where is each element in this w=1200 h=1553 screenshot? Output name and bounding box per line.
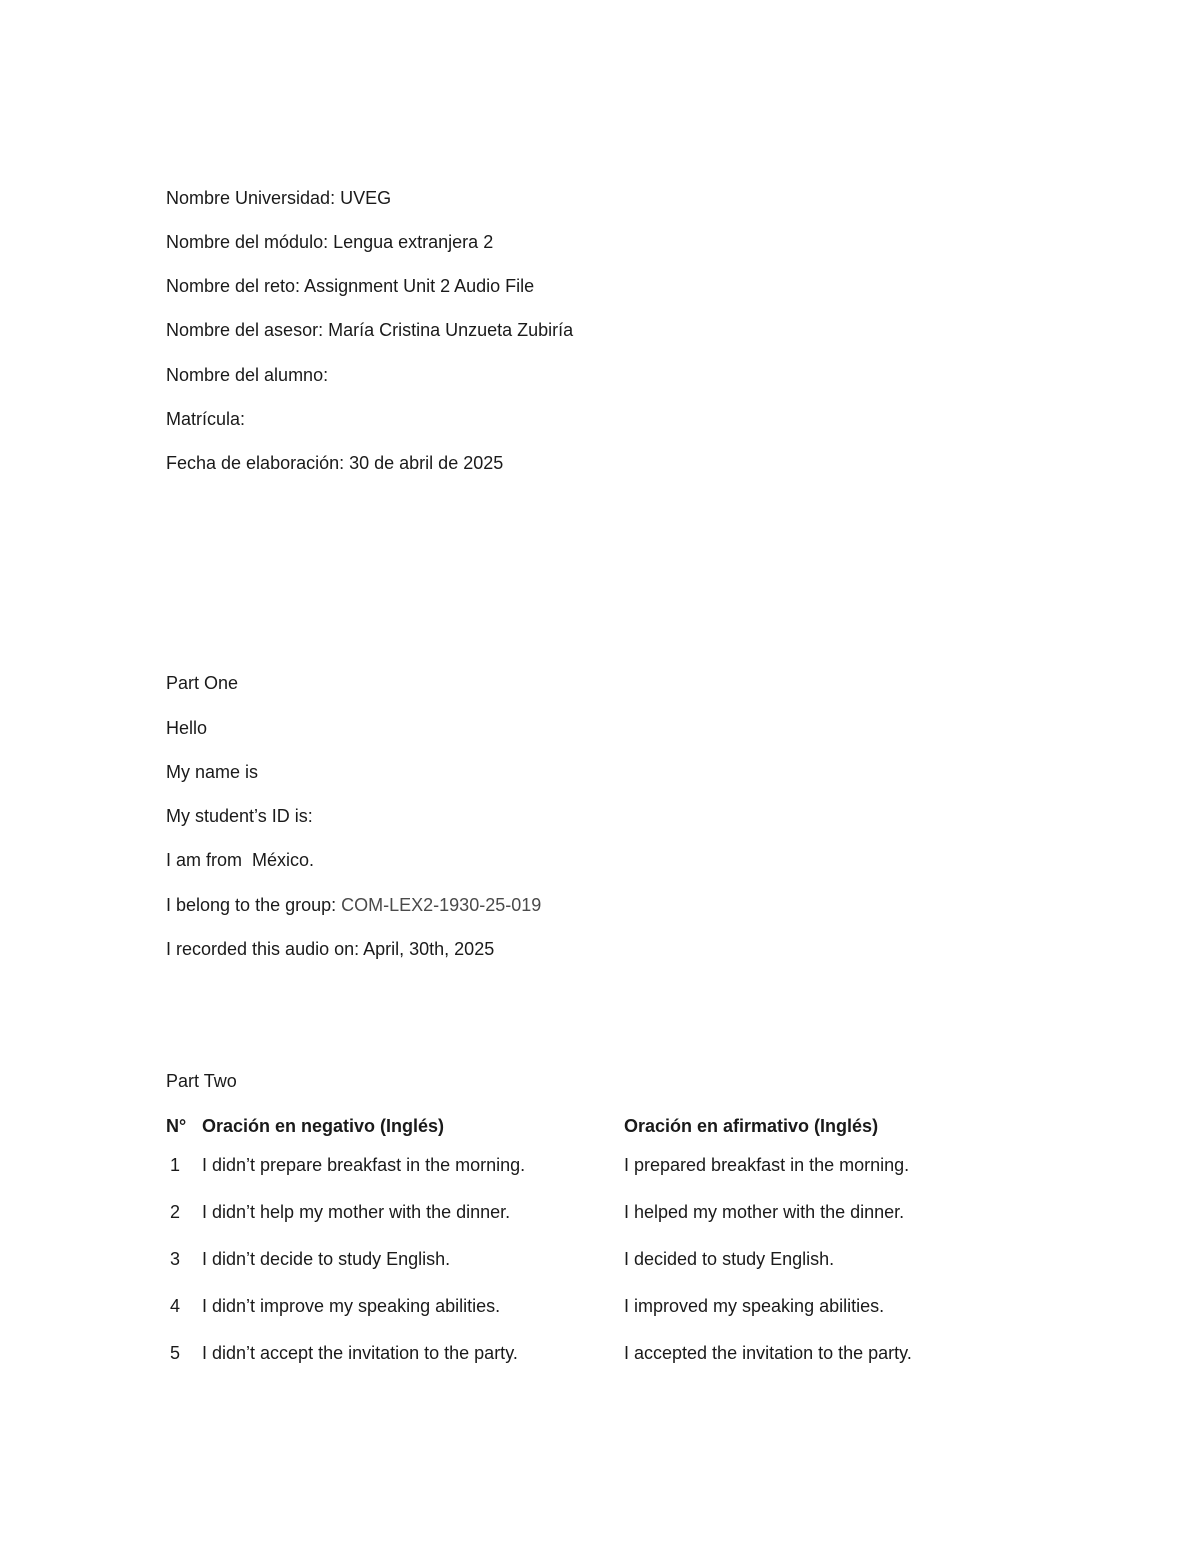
table-row [166,1330,966,1377]
university-line: Nombre Universidad: UVEG [166,188,392,208]
header-affirmative: Oración en afirmativo (Inglés) [624,1115,879,1136]
table-row [166,1189,966,1236]
student-id-line: My student’s ID is: [166,806,313,826]
part-one-title: Part One [166,673,239,693]
student-line: Nombre del alumno: [166,365,329,385]
header-number: N° [166,1115,187,1136]
row-number: 1 [170,1155,181,1175]
row-number: 3 [170,1249,181,1269]
date-line: Fecha de elaboración: 30 de abril de 2025 [166,453,504,473]
header-negative: Oración en negativo (Inglés) [202,1115,445,1136]
row-number: 5 [170,1343,181,1363]
affirmative-sentence: I accepted the invitation to the party. [624,1343,912,1363]
recorded-line: I recorded this audio on: April, 30th, 2025 [166,939,495,959]
challenge-line: Nombre del reto: Assignment Unit 2 Audio File [166,276,535,296]
affirmative-sentence: I prepared breakfast in the morning. [624,1155,910,1175]
name-line: My name is [166,762,259,782]
group-label: I belong to the group: [166,895,342,915]
group-code: COM-LEX2-1930-25-019 [341,895,542,915]
negative-sentence: I didn’t prepare breakfast in the morning. [202,1155,526,1175]
negative-sentence: I didn’t improve my speaking abilities. [202,1296,501,1316]
negative-sentence: I didn’t help my mother with the dinner. [202,1202,511,1222]
negative-sentence: I didn’t decide to study English. [202,1249,451,1269]
table-row [166,1283,966,1330]
group-line [166,894,541,916]
affirmative-sentence: I decided to study English. [624,1249,835,1269]
module-line: Nombre del módulo: Lengua extranjera 2 [166,232,494,252]
affirmative-sentence: I improved my speaking abilities. [624,1296,885,1316]
table-row [166,1142,966,1189]
enrollment-line: Matrícula: [166,409,246,429]
affirmative-sentence: I helped my mother with the dinner. [624,1202,905,1222]
row-number: 4 [170,1296,181,1316]
advisor-line: Nombre del asesor: María Cristina Unzueta Zubiría [166,320,574,340]
hello-line: Hello [166,718,208,738]
sentences-table [166,1110,966,1377]
part-two-title: Part Two [166,1071,237,1091]
from-line: I am from México. [166,850,315,870]
row-number: 2 [170,1202,181,1222]
negative-sentence: I didn’t accept the invitation to the party. [202,1343,518,1363]
table-header-row [166,1110,966,1142]
table-row [166,1236,966,1283]
